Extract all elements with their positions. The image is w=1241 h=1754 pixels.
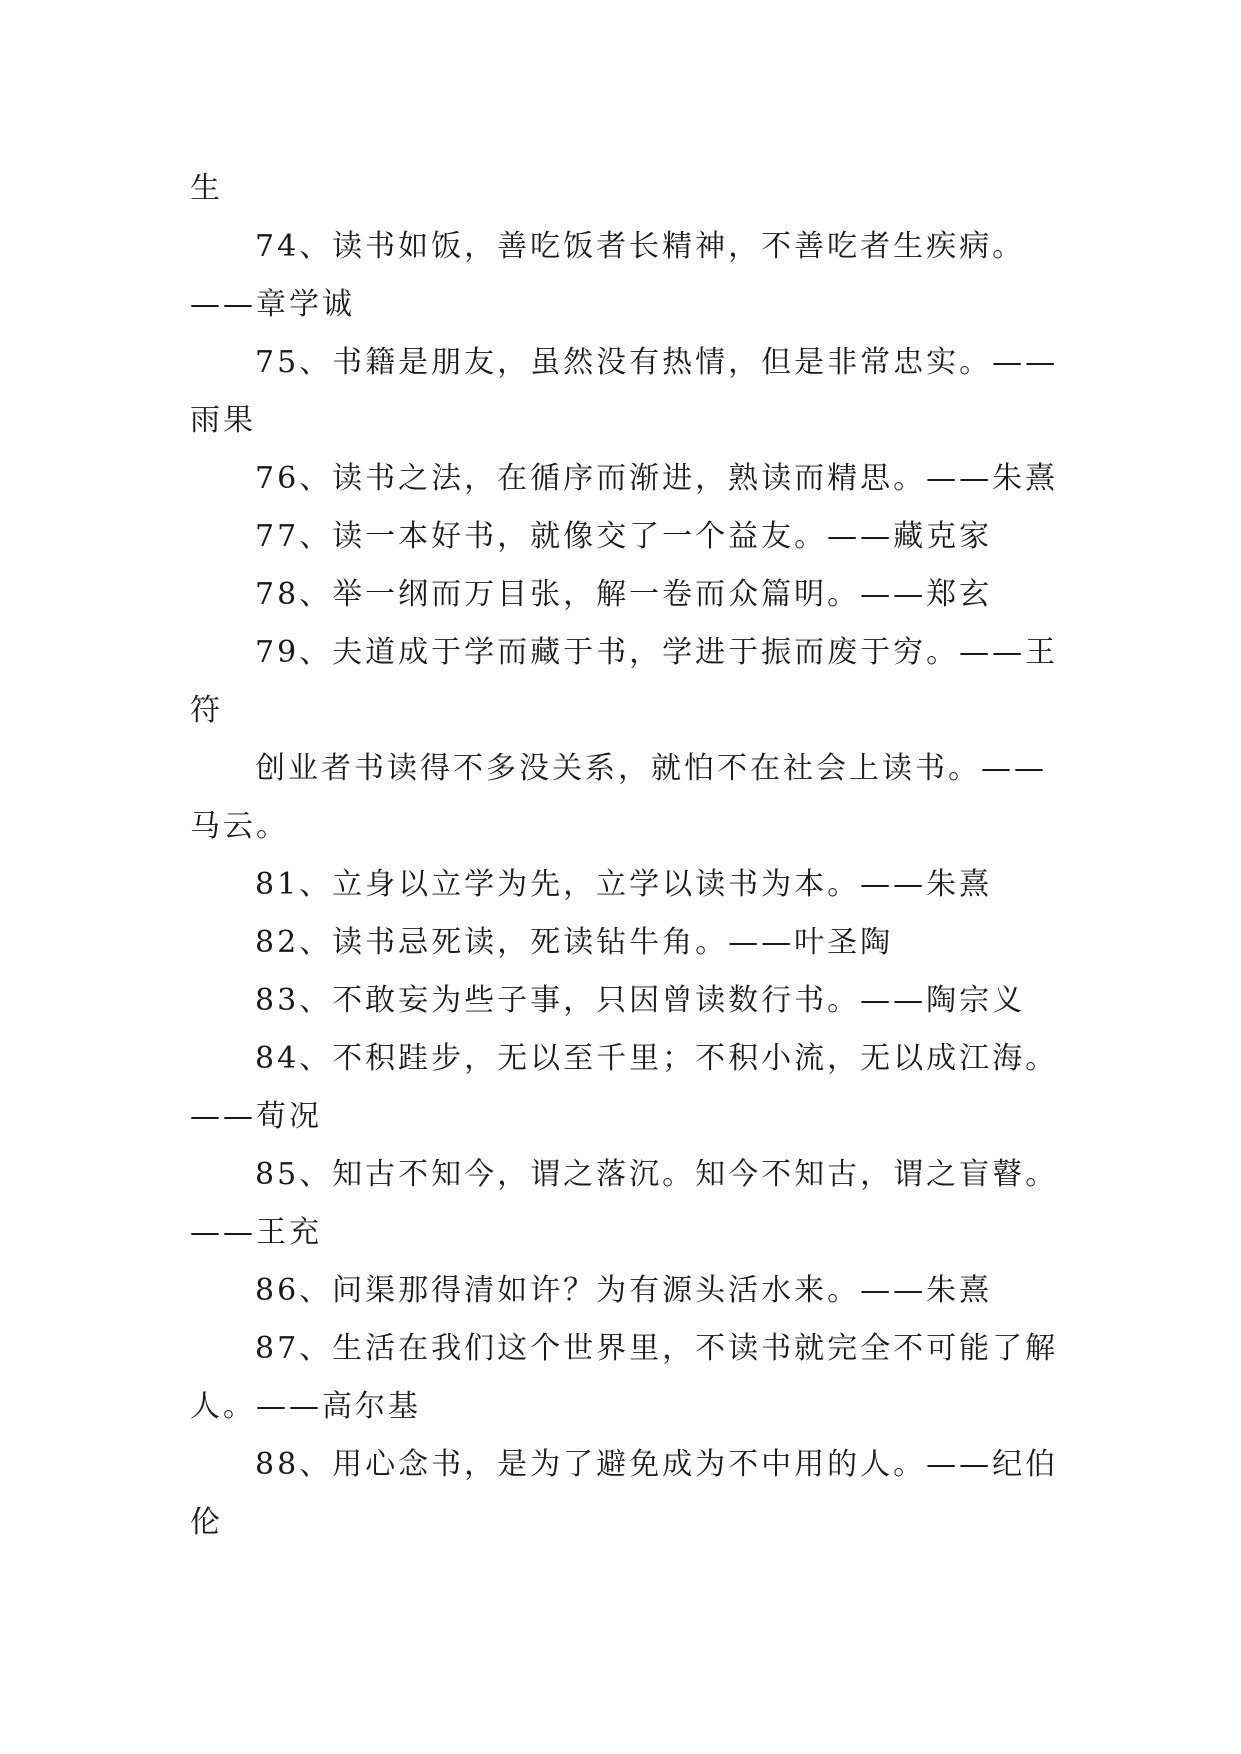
text-line: 生 bbox=[190, 171, 223, 206]
quote-line: 81、立身以立学为先，立学以读书为本。——朱熹 bbox=[255, 867, 993, 902]
quote-line: 79、夫道成于学而藏于书，学进于振而废于穷。——王 bbox=[255, 635, 1059, 670]
attribution-line: 符 bbox=[190, 693, 223, 728]
quote-line: 87、生活在我们这个世界里，不读书就完全不可能了解 bbox=[255, 1331, 1059, 1366]
quote-line: 83、不敢妄为些子事，只因曾读数行书。——陶宗义 bbox=[255, 983, 1026, 1018]
quote-line: 88、用心念书，是为了避免成为不中用的人。——纪伯 bbox=[255, 1447, 1059, 1482]
quote-line: 78、举一纲而万目张，解一卷而众篇明。——郑玄 bbox=[255, 577, 993, 612]
document-body bbox=[190, 160, 1065, 1552]
attribution-line: ——王充 bbox=[190, 1215, 322, 1250]
quote-line: 84、不积跬步，无以至千里；不积小流，无以成江海。 bbox=[255, 1041, 1059, 1076]
attribution-line: ——章学诚 bbox=[190, 287, 355, 322]
attribution-line: 伦 bbox=[190, 1505, 223, 1540]
attribution-line: ——荀况 bbox=[190, 1099, 322, 1134]
quote-line: 77、读一本好书，就像交了一个益友。——藏克家 bbox=[255, 519, 993, 554]
attribution-line: 人。——高尔基 bbox=[190, 1389, 421, 1424]
quote-line: 75、书籍是朋友，虽然没有热情，但是非常忠实。—— bbox=[255, 345, 1059, 380]
quote-line: 76、读书之法，在循序而渐进，熟读而精思。——朱熹 bbox=[255, 461, 1059, 496]
quote-line: 74、读书如饭，善吃饭者长精神，不善吃者生疾病。 bbox=[255, 229, 1026, 264]
quote-line: 创业者书读得不多没关系，就怕不在社会上读书。—— bbox=[255, 751, 1047, 786]
quote-line: 82、读书忌死读，死读钻牛角。——叶圣陶 bbox=[255, 925, 894, 960]
attribution-line: 马云。 bbox=[190, 809, 289, 844]
quote-line: 85、知古不知今，谓之落沉。知今不知古，谓之盲瞽。 bbox=[255, 1157, 1059, 1192]
quote-line: 86、问渠那得清如许？为有源头活水来。——朱熹 bbox=[255, 1273, 993, 1308]
attribution-line: 雨果 bbox=[190, 403, 256, 438]
